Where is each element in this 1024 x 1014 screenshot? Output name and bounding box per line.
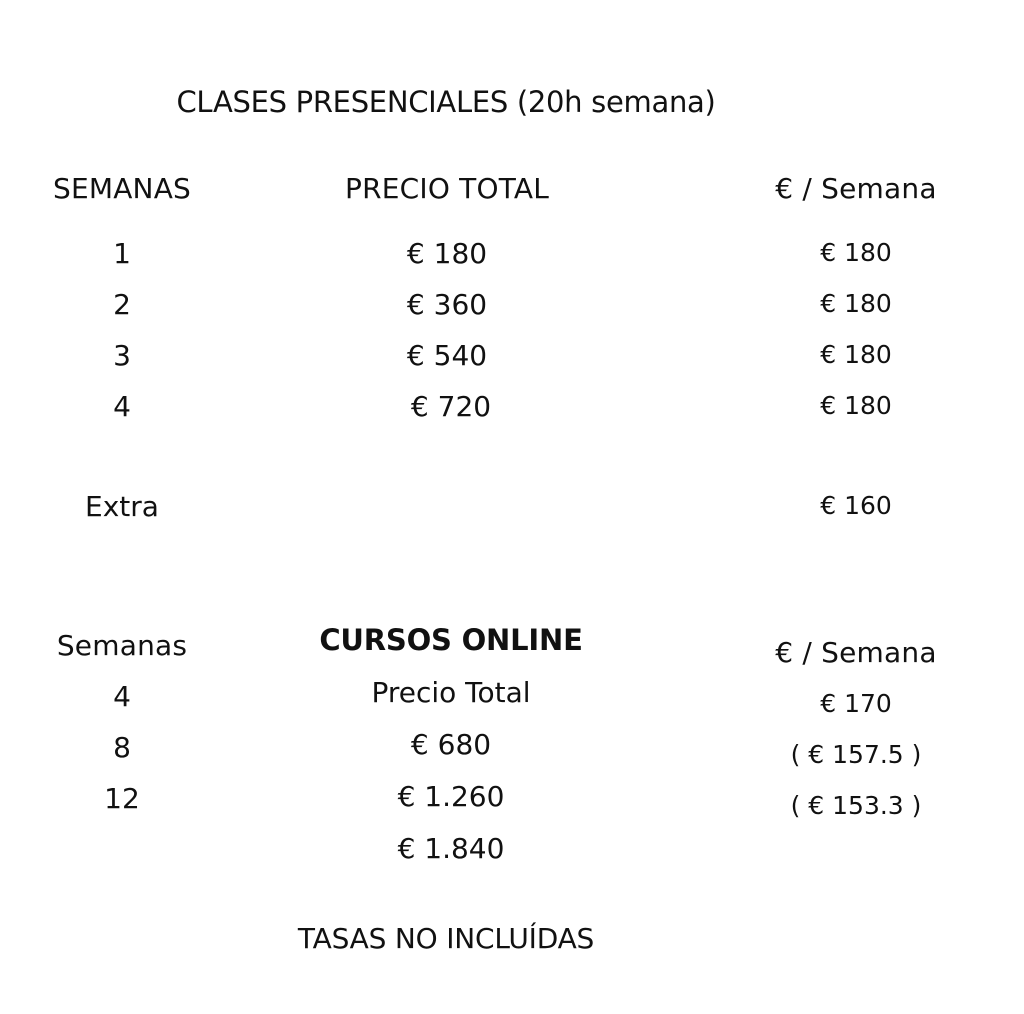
presencial-row-3-weeks: 3: [113, 339, 131, 372]
online-weeks-2: 8: [113, 731, 131, 764]
presencial-row-4-total: € 720: [410, 390, 492, 423]
presencial-row-2-total: € 360: [406, 288, 488, 321]
presencial-row-2-weeks: 2: [113, 288, 131, 321]
presencial-title: CLASES PRESENCIALES (20h semana): [176, 85, 716, 119]
presencial-row-4-weeks: 4: [113, 390, 131, 423]
online-weeks-1: 4: [113, 680, 131, 713]
online-weeks-3: 12: [104, 782, 140, 815]
online-total-1: € 680: [410, 728, 492, 761]
online-per-week-1: € 170: [820, 689, 892, 718]
presencial-extra-label: Extra: [85, 490, 159, 523]
presencial-header-weeks: SEMANAS: [52, 172, 192, 205]
online-total-2: € 1.260: [397, 780, 505, 813]
online-per-week-3: ( € 153.3 ): [790, 791, 922, 820]
online-header-per-week: € / Semana: [775, 636, 937, 669]
presencial-row-3-total: € 540: [406, 339, 488, 372]
online-total-3: € 1.840: [397, 832, 505, 865]
presencial-row-1-weeks: 1: [113, 237, 131, 270]
presencial-row-4-per-week: € 180: [820, 391, 892, 420]
presencial-header-total: PRECIO TOTAL: [344, 172, 550, 205]
online-title: CURSOS ONLINE: [319, 623, 583, 657]
presencial-extra-per-week: € 160: [820, 491, 892, 520]
footer-note: TASAS NO INCLUÍDAS: [297, 922, 595, 955]
online-per-week-2: ( € 157.5 ): [790, 740, 922, 769]
presencial-row-1-total: € 180: [406, 237, 488, 270]
online-header-total: Precio Total: [371, 676, 531, 709]
presencial-row-1-per-week: € 180: [820, 238, 892, 267]
online-header-weeks: Semanas: [56, 629, 188, 662]
presencial-header-per-week: € / Semana: [775, 172, 937, 205]
presencial-row-3-per-week: € 180: [820, 340, 892, 369]
presencial-row-2-per-week: € 180: [820, 289, 892, 318]
